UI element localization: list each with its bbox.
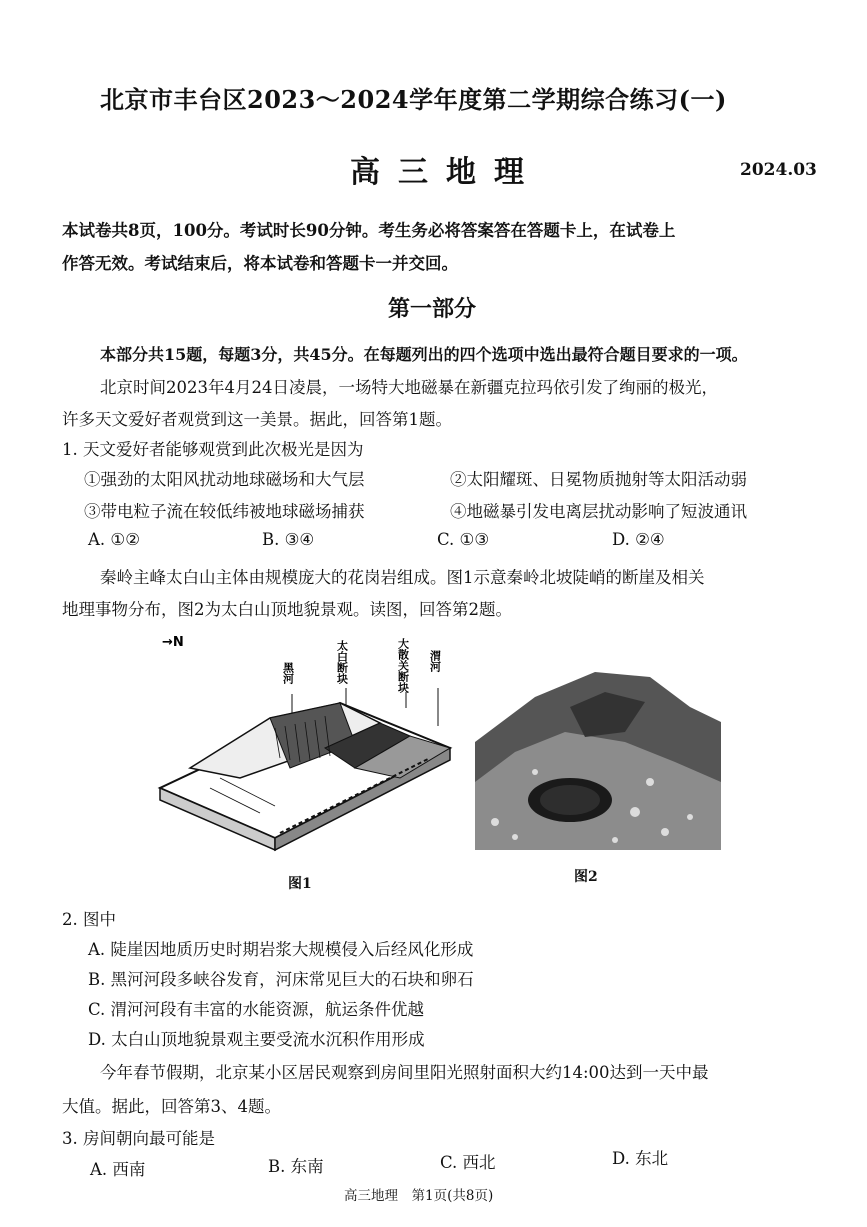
fault-block-diagram bbox=[150, 628, 460, 853]
part-intro: 本部分共15题，每题3分，共45分。在每题列出的四个选项中选出最符合题目要求的一项。 bbox=[100, 345, 748, 364]
page-footer: 高三地理 第1页(共8页) bbox=[344, 1188, 494, 1204]
taibai-summit-photo bbox=[475, 672, 721, 850]
label-taibai: 太白断块 bbox=[335, 640, 349, 684]
label-dasanguan: 大散关断块 bbox=[396, 638, 410, 693]
q1-statement-1: ①强劲的太阳风扰动地球磁场和大气层 bbox=[84, 470, 365, 489]
q1-option-c: C. ①③ bbox=[437, 530, 490, 549]
q2-option-c: C. 渭河河段有丰富的水能资源，航运条件优越 bbox=[88, 1000, 425, 1019]
subject-title: 高三地理 bbox=[350, 155, 542, 190]
figure-2 bbox=[475, 672, 721, 850]
q1-stem: 1. 天文爱好者能够观赏到此次极光是因为 bbox=[62, 440, 364, 459]
q1-option-b: B. ③④ bbox=[262, 530, 315, 549]
q3-stem: 3. 房间朝向最可能是 bbox=[62, 1129, 215, 1148]
label-weihe: 渭河 bbox=[428, 650, 442, 672]
exam-title: 北京市丰台区2023～2024学年度第二学期综合练习(一) bbox=[100, 85, 727, 114]
exam-date: 2024.03 bbox=[740, 160, 817, 180]
q2-option-b: B. 黑河河段多峡谷发育，河床常见巨大的石块和卵石 bbox=[88, 970, 474, 989]
q3-option-c: C. 西北 bbox=[440, 1153, 496, 1172]
passage1-line-2: 许多天文爱好者观赏到这一美景。据此，回答第1题。 bbox=[62, 410, 452, 429]
q2-stem: 2. 图中 bbox=[62, 910, 116, 929]
q1-option-a: A. ①② bbox=[88, 530, 140, 549]
passage2-line-1: 秦岭主峰太白山主体由规模庞大的花岗岩组成。图1示意秦岭北坡陡峭的断崖及相关 bbox=[100, 568, 705, 587]
q1-statement-4: ④地磁暴引发电离层扰动影响了短波通讯 bbox=[450, 502, 747, 521]
q1-statement-3: ③带电粒子流在较低纬被地球磁场捕获 bbox=[84, 502, 365, 521]
instructions-line-1: 本试卷共8页，100分。考试时长90分钟。考生务必将答案答在答题卡上，在试卷上 bbox=[62, 221, 676, 240]
q3-option-d: D. 东北 bbox=[612, 1149, 669, 1168]
passage2-line-2: 地理事物分布，图2为太白山顶地貌景观。读图，回答第2题。 bbox=[62, 600, 512, 619]
north-arrow: →N bbox=[162, 635, 184, 650]
passage3-line-2: 大值。据此，回答第3、4题。 bbox=[62, 1097, 281, 1116]
passage3-line-1: 今年春节假期，北京某小区居民观察到房间里阳光照射面积大约14:00达到一天中最 bbox=[100, 1063, 709, 1082]
part-heading: 第一部分 bbox=[388, 296, 477, 322]
q1-option-d: D. ②④ bbox=[612, 530, 665, 549]
q3-option-a: A. 西南 bbox=[90, 1160, 146, 1179]
figure-1-caption: 图1 bbox=[288, 876, 312, 892]
figure-2-caption: 图2 bbox=[574, 869, 598, 885]
q3-option-b: B. 东南 bbox=[268, 1157, 324, 1176]
q2-option-a: A. 陡崖因地质历史时期岩浆大规模侵入后经风化形成 bbox=[88, 940, 474, 959]
label-heihe: 黑河 bbox=[281, 662, 295, 684]
figure-1 bbox=[150, 628, 460, 853]
instructions-line-2: 作答无效。考试结束后，将本试卷和答题卡一并交回。 bbox=[62, 254, 458, 273]
q1-statement-2: ②太阳耀斑、日冕物质抛射等太阳活动弱 bbox=[450, 470, 747, 489]
q2-option-d: D. 太白山顶地貌景观主要受流水沉积作用形成 bbox=[88, 1030, 425, 1049]
passage1-line-1: 北京时间2023年4月24日凌晨，一场特大地磁暴在新疆克拉玛依引发了绚丽的极光， bbox=[100, 378, 718, 397]
